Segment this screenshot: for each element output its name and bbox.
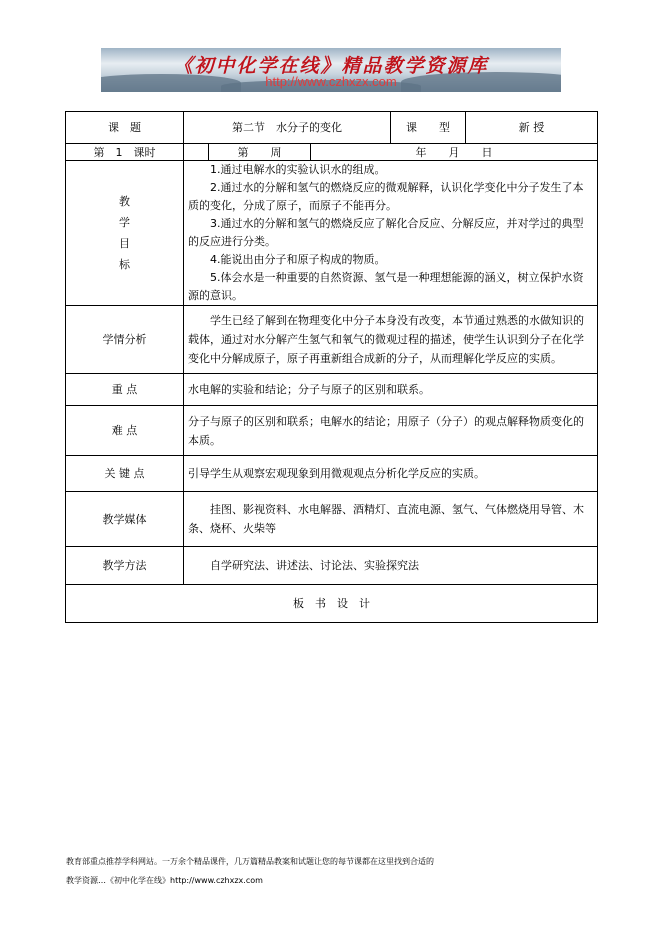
key-point-text: 水电解的实验和结论；分子与原子的区别和联系。 [184,374,598,406]
difficult-point-label: 难 点 [66,406,184,456]
crux-label: 关 键 点 [66,456,184,492]
topic-label: 课 题 [66,112,184,144]
student-analysis-cell [184,306,598,374]
objective-item: 5.体会水是一种重要的自然资源、氢气是一种理想能源的涵义，树立保护水资源的意识。 [188,271,584,302]
objective-item: 3.通过水的分解和氢气的燃烧反应了解化合反应、分解反应，并对学过的典型的反应进行分类。 [188,217,584,248]
crux-text: 引导学生从观察宏观现象到用微观观点分析化学反应的实质。 [184,456,598,492]
student-analysis-label: 学情分析 [66,306,184,374]
banner [101,48,561,92]
media-label: 教学媒体 [66,492,184,547]
media-cell [184,492,598,547]
period-number: 第 1 课时 [66,144,184,161]
board-design-heading: 板 书 设 计 [66,585,598,623]
topic-value: 第二节 水分子的变化 [184,112,391,144]
footer-line: 教学资源…《初中化学在线》http://www.czhxzx.com [66,876,263,885]
objectives-label-char: 学 [119,216,130,229]
date: 年 月 日 [311,144,598,161]
method-label: 教学方法 [66,547,184,585]
objective-item: 1.通过电解水的实验认识水的组成。 [210,163,386,176]
footer-line: 教育部重点推荐学科网站。一万余个精品课件，几万篇精品教案和试题让您的每节课都在这里找到合适的 [66,857,434,866]
method-cell [184,547,598,585]
objectives-label-char: 教 [119,195,130,208]
student-analysis-text: 学生已经了解到在物理变化中分子本身没有改变，本节通过熟悉的水做知识的载体，通过对水分解产生氢气和氧气的微观过程的描述，使学生认识到分子在化学变化中分解成原子，原子再重新组合成新的分子，从而理解化学反应的实质。 [188,314,584,365]
key-point-label: 重 点 [66,374,184,406]
method-text: 自学研究法、讲述法、讨论法、实验探究法 [210,559,419,572]
objective-item: 2.通过水的分解和氢气的燃烧反应的微观解释，认识化学变化中分子发生了本质的变化，分成了原子，而原子不能再分。 [188,181,584,212]
footer [66,852,606,890]
objective-item: 4.能说出由分子和原子构成的物质。 [210,253,386,266]
objectives-label [66,161,184,306]
banner-url[interactable]: http://www.czhxzx.com [265,74,397,89]
lesson-plan-table [65,111,598,623]
banner-title: 《初中化学在线》精品教学资源库 [173,55,489,77]
objectives-label-char: 目 [119,237,130,250]
objectives-content [184,161,598,306]
week: 第 周 [209,144,311,161]
type-label: 课 型 [391,112,466,144]
type-value: 新 授 [466,112,598,144]
media-text: 挂图、影视资料、水电解器、酒精灯、直流电源、氢气、气体燃烧用导管、木条、烧杯、火柴等 [188,503,584,535]
difficult-point-text: 分子与原子的区别和联系；电解水的结论；用原子（分子）的观点解释物质变化的本质。 [184,406,598,456]
objectives-label-char: 标 [119,258,130,271]
